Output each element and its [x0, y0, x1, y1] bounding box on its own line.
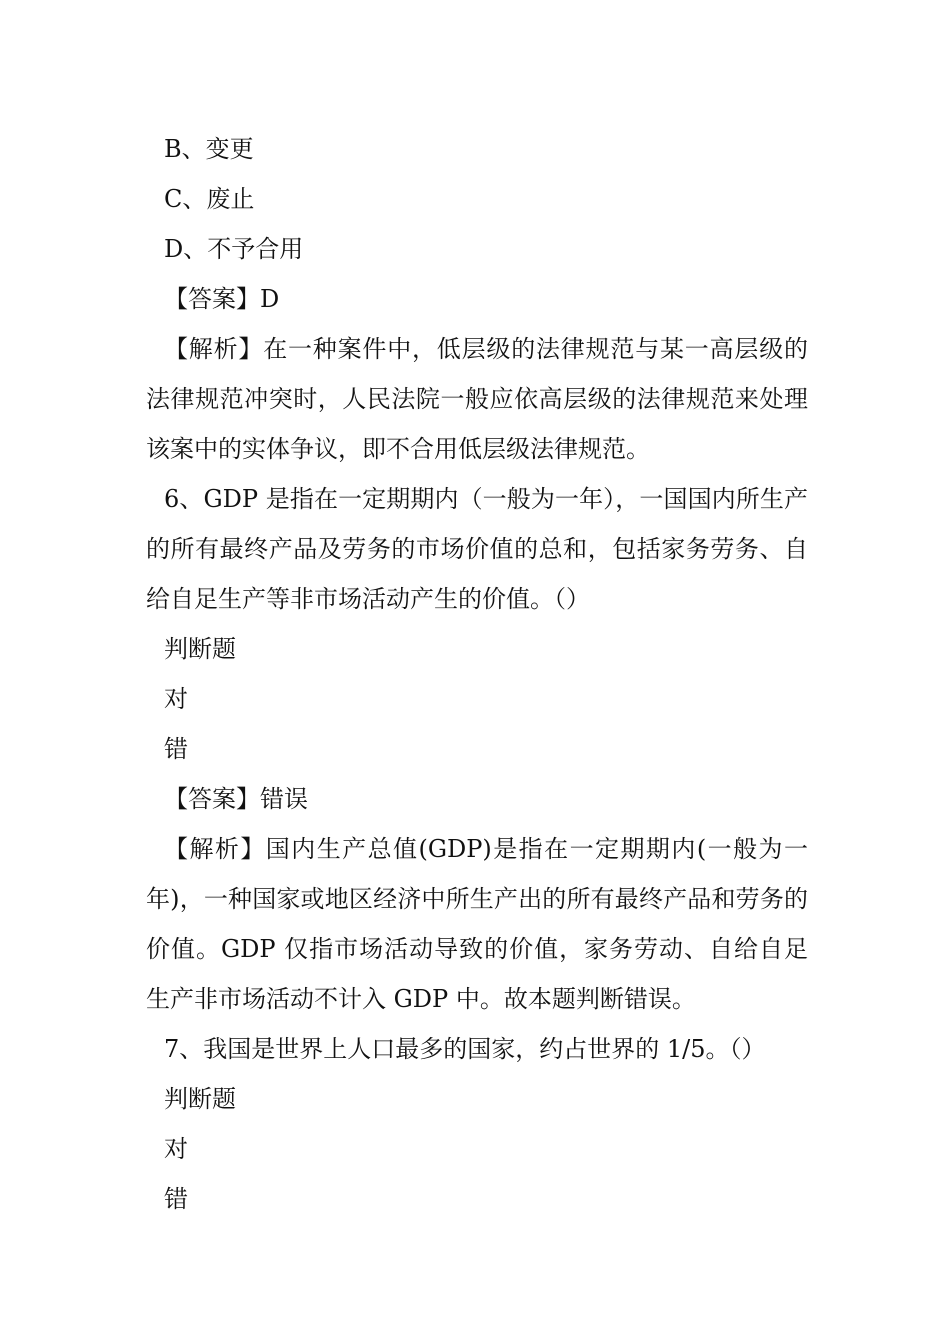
q7-option-true: 对 — [164, 1135, 188, 1163]
q7-question: 7、我国是世界上人口最多的国家，约占世界的 1/5。（） — [164, 1035, 766, 1063]
q7-type: 判断题 — [164, 1085, 236, 1113]
q6-question: 6、GDP 是指在一定期期内（一般为一年），一国国内所生产的所有最终产品及劳务的市场价值的总和，包括家务劳务、自给自足生产等非市场活动产生的价值。（） — [146, 485, 808, 613]
q6-analysis: 【解析】国内生产总值(GDP)是指在一定期期内(一般为一年)，一种国家或地区经济中所生产出的所有最终产品和劳务的价值。GDP 仅指市场活动导致的价值，家务劳动、自给自足生产非市场活动不计入 GDP 中。故本题判断错误。 — [146, 835, 808, 1013]
q6-option-false: 错 — [164, 735, 188, 763]
q5-option-d: D、不予合用 — [164, 235, 304, 263]
q5-analysis: 【解析】在一种案件中，低层级的法律规范与某一高层级的法律规范冲突时，人民法院一般应依高层级的法律规范来处理该案中的实体争议，即不合用低层级法律规范。 — [146, 335, 808, 463]
q5-option-b: B、变更 — [164, 135, 254, 163]
q5-option-c: C、废止 — [164, 185, 255, 213]
q7-option-false: 错 — [164, 1185, 188, 1213]
q6-answer: 【答案】错误 — [164, 785, 308, 813]
document-page — [146, 124, 808, 1224]
q5-answer: 【答案】D — [164, 285, 280, 313]
q6-type: 判断题 — [164, 635, 236, 663]
q6-option-true: 对 — [164, 685, 188, 713]
